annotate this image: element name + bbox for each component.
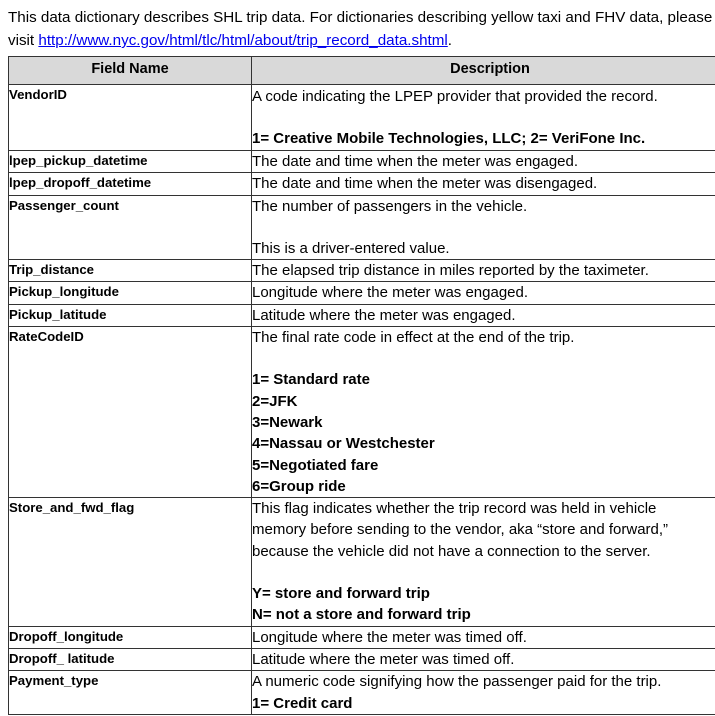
description-text: A numeric code signifying how the passenger paid for the trip. — [252, 673, 662, 691]
code-list-item: 6=Group ride — [252, 477, 346, 495]
description-note: This is a driver-entered value. — [252, 239, 450, 257]
field-description: Longitude where the meter was engaged. — [252, 282, 715, 304]
description-text: The final rate code in effect at the end of the trip. — [252, 329, 575, 347]
description-text: This flag indicates whether the trip record was held in vehicle — [252, 500, 657, 518]
code-list-item: 2=JFK — [252, 392, 298, 410]
trip-record-data-link[interactable]: http://www.nyc.gov/html/tlc/html/about/trip_record_data.shtml — [38, 32, 448, 49]
field-description: Latitude where the meter was engaged. — [252, 304, 715, 326]
table-row-trip-distance — [9, 260, 715, 282]
field-description: The date and time when the meter was disengaged. — [252, 173, 715, 195]
intro-period: . — [447, 32, 453, 49]
table-row-passenger-count — [9, 195, 715, 260]
field-name: Dropoff_longitude — [9, 626, 252, 648]
table-row-dropoff-datetime — [9, 173, 715, 195]
field-description — [252, 85, 715, 151]
header-description: Description — [252, 57, 715, 85]
table-header-row — [9, 57, 715, 85]
code-list-item: 1= Credit card — [252, 694, 353, 712]
code-list-item: N= not a store and forward trip — [252, 606, 471, 624]
table-row-ratecodeid — [9, 327, 715, 498]
table-row-pickup-longitude — [9, 282, 715, 304]
header-field-name: Field Name — [9, 57, 252, 85]
field-description: Latitude where the meter was timed off. — [252, 648, 715, 670]
table-row-dropoff-longitude — [9, 626, 715, 648]
intro-line-1: This data dictionary describes SHL trip data. For dictionaries describing yellow taxi and FHV data, please — [8, 9, 713, 26]
field-description — [252, 498, 715, 626]
description-text: A code indicating the LPEP provider that provided the record. — [252, 88, 658, 105]
intro-visit-text: visit — [8, 32, 39, 49]
field-name: Trip_distance — [9, 260, 252, 282]
table-row-payment-type — [9, 671, 715, 715]
field-name: Payment_type — [9, 671, 252, 715]
field-description — [252, 195, 715, 260]
field-description: The elapsed trip distance in miles reported by the taximeter. — [252, 260, 715, 282]
field-name: VendorID — [9, 85, 252, 151]
code-list-item: Y= store and forward trip — [252, 585, 430, 603]
field-description — [252, 671, 715, 715]
intro-line-2 — [8, 29, 715, 52]
data-dictionary-table — [8, 56, 715, 715]
code-list-item: 4=Nassau or Westchester — [252, 435, 435, 453]
field-name: Dropoff_ latitude — [9, 648, 252, 670]
description-text: memory before sending to the vendor, aka “store and forward,” — [252, 521, 669, 539]
table-row-vendorid — [9, 85, 715, 151]
description-text: The number of passengers in the vehicle. — [252, 197, 528, 215]
field-name: lpep_pickup_datetime — [9, 151, 252, 173]
intro-paragraph — [8, 6, 715, 52]
table-row-store-and-fwd-flag — [9, 498, 715, 626]
field-description: The date and time when the meter was engaged. — [252, 151, 715, 173]
code-list-item: 5=Negotiated fare — [252, 456, 379, 474]
description-text: because the vehicle did not have a connection to the server. — [252, 542, 651, 560]
field-name: lpep_dropoff_datetime — [9, 173, 252, 195]
code-list-item: 1= Standard rate — [252, 371, 370, 389]
table-row-pickup-datetime — [9, 151, 715, 173]
field-description: Longitude where the meter was timed off. — [252, 626, 715, 648]
code-list-item: 1= Creative Mobile Technologies, LLC; 2= VeriFone Inc. — [252, 130, 646, 148]
field-name: RateCodeID — [9, 327, 252, 498]
field-name: Pickup_longitude — [9, 282, 252, 304]
field-description — [252, 327, 715, 498]
field-name: Passenger_count — [9, 195, 252, 260]
table-row-dropoff-latitude — [9, 648, 715, 670]
table-row-pickup-latitude — [9, 304, 715, 326]
code-list-item: 3=Newark — [252, 413, 323, 431]
field-name: Pickup_latitude — [9, 304, 252, 326]
field-name: Store_and_fwd_flag — [9, 498, 252, 626]
